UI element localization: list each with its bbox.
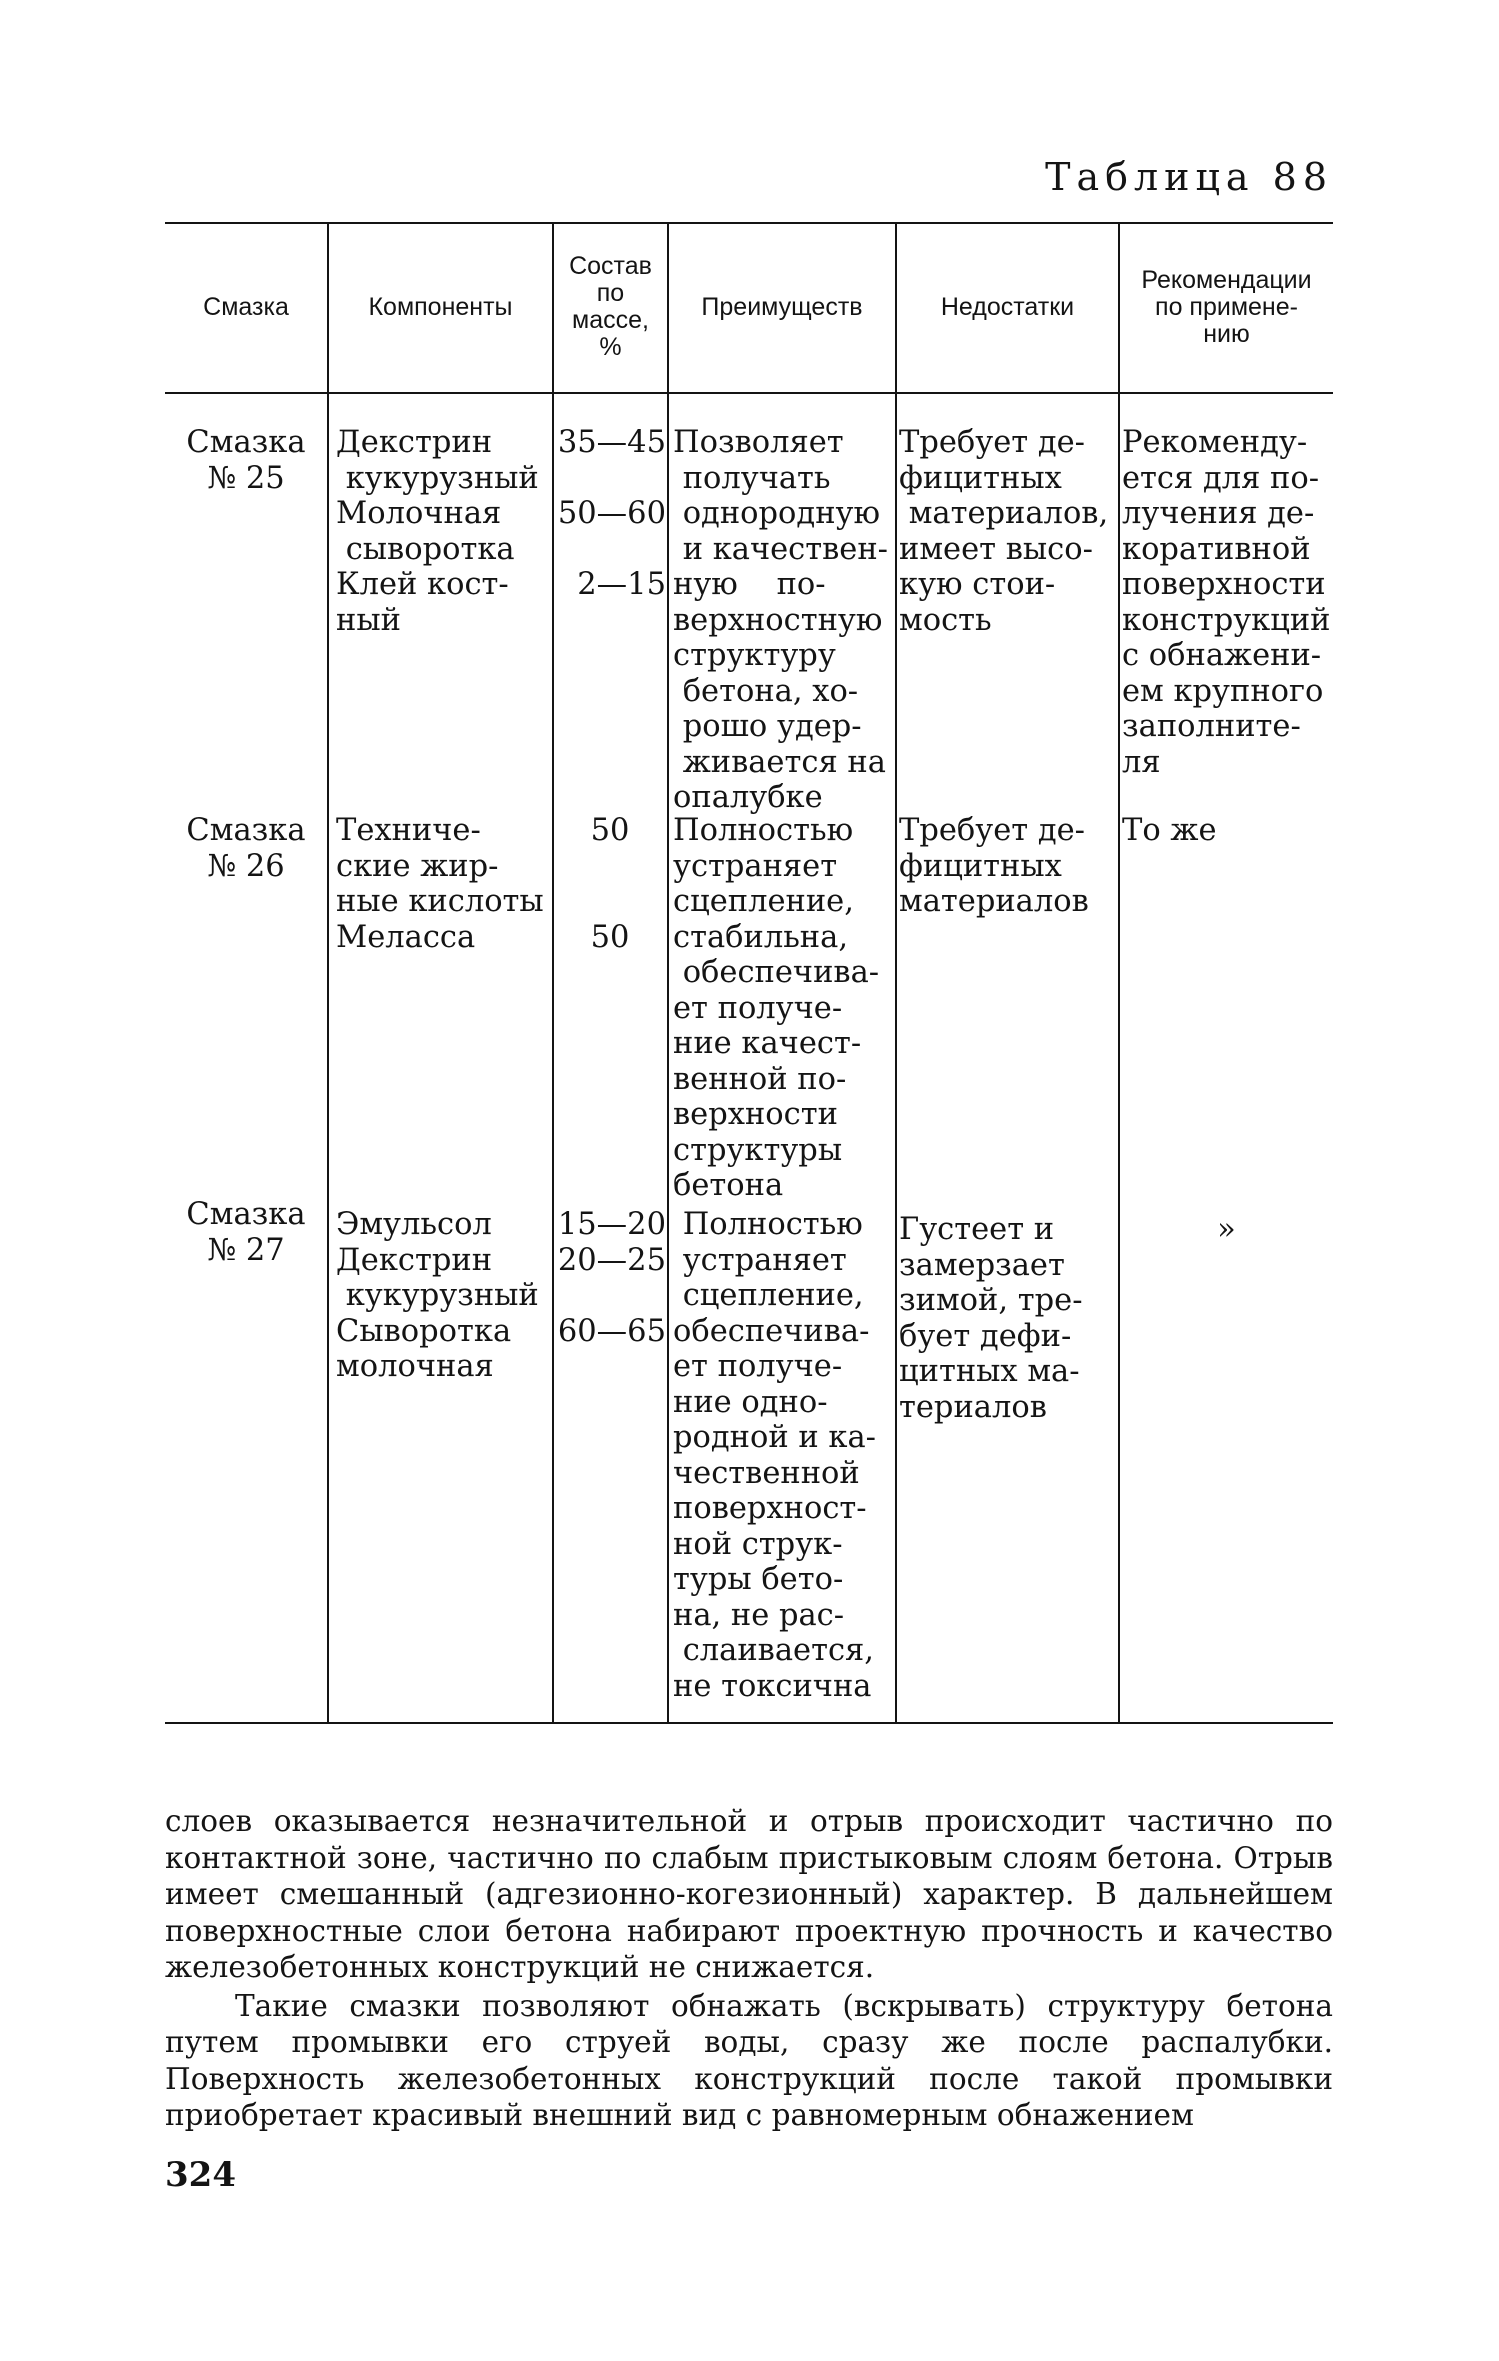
row3-disadvantages: Густеет и замерзает зимой, тре- бует дефи- цитных ма- териалов (899, 1212, 1083, 1425)
table-title: Таблица 88 (1045, 155, 1333, 199)
row1-composition: 35—45 50—60 2—15 (557, 425, 666, 602)
header-recommendations: Рекомендации по примене- нию (1141, 265, 1312, 348)
row2-lubricant: Смазка № 26 (186, 813, 306, 884)
header-lubricant: Смазка (203, 292, 289, 321)
header-composition: Состав по массе, % (569, 252, 652, 361)
header-components: Компоненты (368, 292, 513, 321)
paragraph: слоев оказывается незначительной и отрыв происходит частично по контактной зоне, частично по слабым пристыковым слоям бетона. Отрыв имеет смешанный (адгезионно-когезионный) характер. В дальнейшем поверхностные слои бетона набирают проектную прочность и качество железобетонных конструкций не снижается. (165, 1804, 1333, 1984)
row1-lubricant: Смазка № 25 (186, 425, 306, 496)
header-bottom-rule (165, 392, 1333, 394)
header-disadvantages: Недостатки (940, 292, 1075, 321)
row3-advantages: Полностью устраняет сцепление, обеспечива- ет получе- ние одно- родной и ка- чественной поверхност- ной струк- туры бето- на, не рас- слаивается, не токсична (673, 1207, 876, 1704)
row1-recommendations: Рекоменду- ется для по- лучения де- коративной поверхности конструкций с обнажени- ем крупного заполните- ля (1122, 425, 1331, 780)
row2-composition: 50 50 (590, 813, 630, 955)
column-divider (327, 222, 329, 1724)
row3-lubricant: Смазка № 27 (186, 1197, 306, 1268)
row1-components: Декстрин кукурузный Молочная сыворотка Клей кост- ный (336, 425, 539, 638)
row3-recommendations: » (1217, 1212, 1236, 1247)
page-number: 324 (165, 2155, 236, 2195)
table-bottom-rule (165, 1722, 1333, 1724)
column-divider (667, 222, 669, 1724)
row2-recommendations: То же (1122, 813, 1217, 848)
header-advantages: Преимуществ (701, 292, 863, 321)
row2-advantages: Полностью устраняет сцепление, стабильна, обеспечива- ет получе- ние качест- венной по- верхности структуры бетона (673, 813, 880, 1203)
body-text (165, 1803, 1333, 2134)
row1-disadvantages: Требует де- фицитных материалов, имеет высо- кую стои- мость (899, 425, 1109, 638)
column-divider (895, 222, 897, 1724)
table-top-rule (165, 222, 1333, 224)
row3-composition: 15—20 20—25 60—65 (557, 1207, 666, 1349)
row3-components: Эмульсол Декстрин кукурузный Сыворотка молочная (336, 1207, 539, 1384)
row2-disadvantages: Требует де- фицитных материалов (899, 813, 1089, 919)
row2-components: Техниче- ские жир- ные кислоты Меласса (336, 813, 544, 955)
column-divider (1118, 222, 1120, 1724)
row1-advantages: Позволяет получать однородную и качествен- ную по- верхностную структуру бетона, хо- рошо удер- живается на опалубке (673, 425, 888, 815)
paragraph: Такие смазки позволяют обнажать (вскрывать) структуру бетона путем промывки его струей воды, сразу же после распалубки. Поверхность железобетонных конструкций после такой промывки приобретает красивый внешний вид с равномерным обнажением (165, 1988, 1333, 2132)
